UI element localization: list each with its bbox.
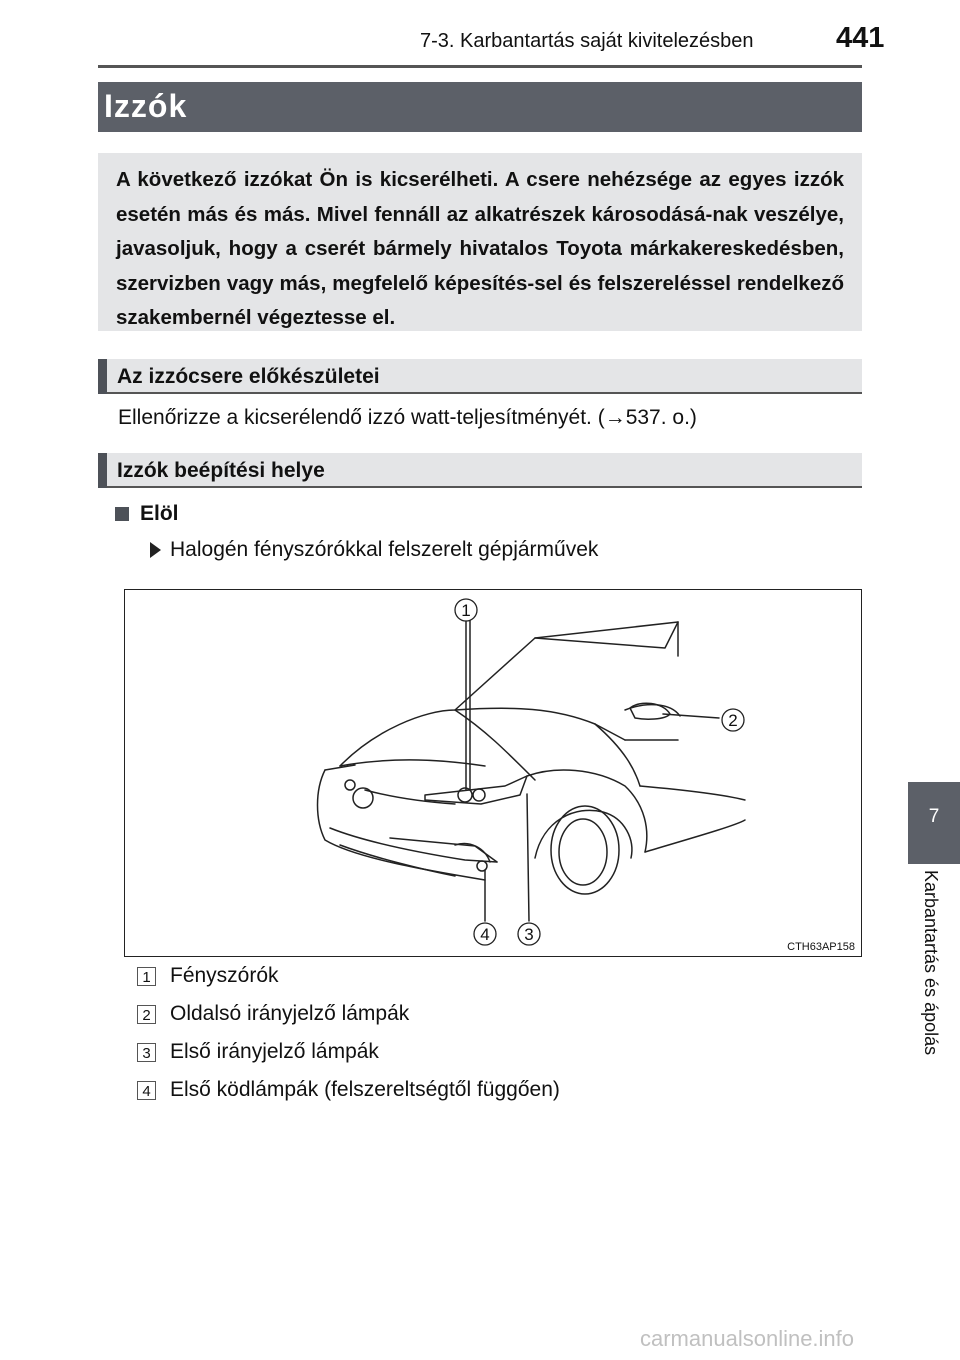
callout-2: 2: [728, 711, 738, 730]
legend-number: 1: [137, 967, 156, 986]
watermark: carmanualsonline.info: [640, 1326, 855, 1351]
subsection-title-front: Elöl: [140, 502, 179, 525]
legend-number: 3: [137, 1043, 156, 1062]
section-title-locations: Izzók beépítési helye: [117, 459, 325, 482]
chapter-tab-label: Karbantartás és ápolás: [921, 870, 941, 1056]
section-title-preparation: Az izzócsere előkészületei: [117, 365, 380, 388]
legend-label: Fényszórók: [170, 964, 279, 987]
legend-label: Első irányjelző lámpák: [170, 1040, 379, 1063]
car-front-illustration: [124, 589, 862, 957]
callout-3: 3: [524, 925, 534, 944]
page-number: 441: [836, 22, 885, 54]
legend-number: 2: [137, 1005, 156, 1024]
legend-label: Oldalsó irányjelző lámpák: [170, 1002, 410, 1025]
preparation-text: Ellenőrizze a kicserélendő izzó watt-teljesítményét. (→537. o.): [118, 406, 697, 429]
square-bullet-icon: [115, 507, 129, 521]
section-marker: [98, 359, 107, 394]
variant-label: Halogén fényszórókkal felszerelt gépjárművek: [170, 538, 599, 561]
triangle-bullet-icon: [150, 542, 161, 558]
legend-label: Első ködlámpák (felszereltségtől függően): [170, 1078, 560, 1101]
figure-code: CTH63AP158: [787, 941, 855, 953]
callout-1: 1: [461, 601, 471, 620]
title-bar: [98, 82, 862, 132]
car-front-drawing: [125, 590, 861, 956]
intro-text: A következő izzókat Ön is kicserélheti. A csere nehézsége az egyes izzók esetén más és más. Mivel fennáll az alkatrészek károsodásá-nak veszélye, javasoljuk, hogy a cserét bármely hivatalos Toyota márkakereskedésben, szervizben vagy más, megfelelő képesítés-sel és felszereléssel rendelkező szakembernél végeztesse el.: [116, 168, 844, 329]
section-marker: [98, 453, 107, 488]
header-rule: [98, 65, 862, 68]
page-title: Izzók: [104, 88, 188, 124]
chapter-tab-number: 7: [928, 806, 940, 827]
callout-4: 4: [480, 925, 490, 944]
legend-number: 4: [137, 1081, 156, 1100]
chapter-title: 7-3. Karbantartás saját kivitelezésben: [420, 30, 754, 52]
